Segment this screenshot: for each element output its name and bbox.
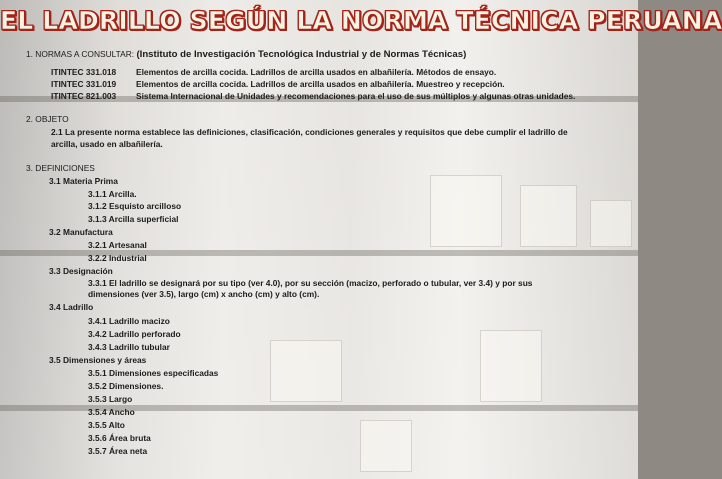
section-2-label: 2. OBJETO bbox=[26, 114, 69, 124]
norm-code: ITINTEC 331.019 bbox=[51, 79, 117, 89]
section-1-label: 1. NORMAS A CONSULTAR: bbox=[26, 49, 135, 59]
definition-item: 3.4.2 Ladrillo perforado bbox=[88, 329, 181, 339]
definition-item: 3.3.1 El ladrillo se designará por su tipo (ver 4.0), por su sección (macizo, perforado o tubular, ver 3.4) y por sus bbox=[88, 278, 533, 288]
definition-item: 3.5.2 Dimensiones. bbox=[88, 381, 164, 391]
definition-item: 3.5.3 Largo bbox=[88, 394, 133, 404]
definition-item: 3.1.2 Esquisto arcilloso bbox=[88, 201, 182, 211]
definition-item: 3.2.2 Industrial bbox=[88, 253, 147, 263]
definition-item: 3.5.7 Área neta bbox=[88, 446, 148, 456]
norm-text: Sistema Internacional de Unidades y recomendaciones para el uso de sus múltiplos y algunas otras unidades. bbox=[136, 91, 576, 101]
section-1 bbox=[26, 49, 466, 60]
definition-item: 3.5.1 Dimensiones especificadas bbox=[88, 368, 219, 378]
subsection-heading: 3.2 Manufactura bbox=[49, 227, 113, 237]
section-3-label: 3. DEFINICIONES bbox=[26, 163, 95, 173]
definition-item: 3.2.1 Artesanal bbox=[88, 240, 147, 250]
definition-item: 3.5.6 Área bruta bbox=[88, 433, 151, 443]
subsection-heading: 3.3 Designación bbox=[49, 266, 113, 276]
definition-item: 3.4.3 Ladrillo tubular bbox=[88, 342, 170, 352]
norm-code: ITINTEC 821.003 bbox=[51, 91, 117, 101]
definition-item: 3.4.1 Ladrillo macizo bbox=[88, 316, 170, 326]
definition-item: 3.5.5 Alto bbox=[88, 420, 125, 430]
norm-text: Elementos de arcilla cocida. Ladrillos de arcilla usados en albañilería. Muestreo y recepción. bbox=[136, 79, 505, 89]
objective-line: arcilla, usado en albañilería. bbox=[51, 139, 163, 149]
objective-line: 2.1 La presente norma establece las definiciones, clasificación, condiciones generales y requisitos que debe cumplir el ladrillo de bbox=[51, 127, 568, 137]
subsection-heading: 3.1 Materia Prima bbox=[49, 176, 118, 186]
definition-item: dimensiones (ver 3.5), largo (cm) x ancho (cm) y alto (cm). bbox=[88, 289, 320, 299]
subsection-heading: 3.4 Ladrillo bbox=[49, 302, 94, 312]
norm-text: Elementos de arcilla cocida. Ladrillos de arcilla usados en albañilería. Métodos de ensayo. bbox=[136, 67, 497, 77]
definition-item: 3.5.4 Ancho bbox=[88, 407, 135, 417]
norm-code: ITINTEC 331.018 bbox=[51, 67, 117, 77]
definition-item: 3.1.1 Arcilla. bbox=[88, 189, 137, 199]
subsection-heading: 3.5 Dimensiones y áreas bbox=[49, 355, 147, 365]
slide-title: EL LADRILLO SEGÚN LA NORMA TÉCNICA PERUANA bbox=[0, 6, 722, 35]
definition-item: 3.1.3 Arcilla superficial bbox=[88, 214, 179, 224]
section-1-desc: (Instituto de Investigación Tecnológica Industrial y de Normas Técnicas) bbox=[136, 49, 467, 60]
